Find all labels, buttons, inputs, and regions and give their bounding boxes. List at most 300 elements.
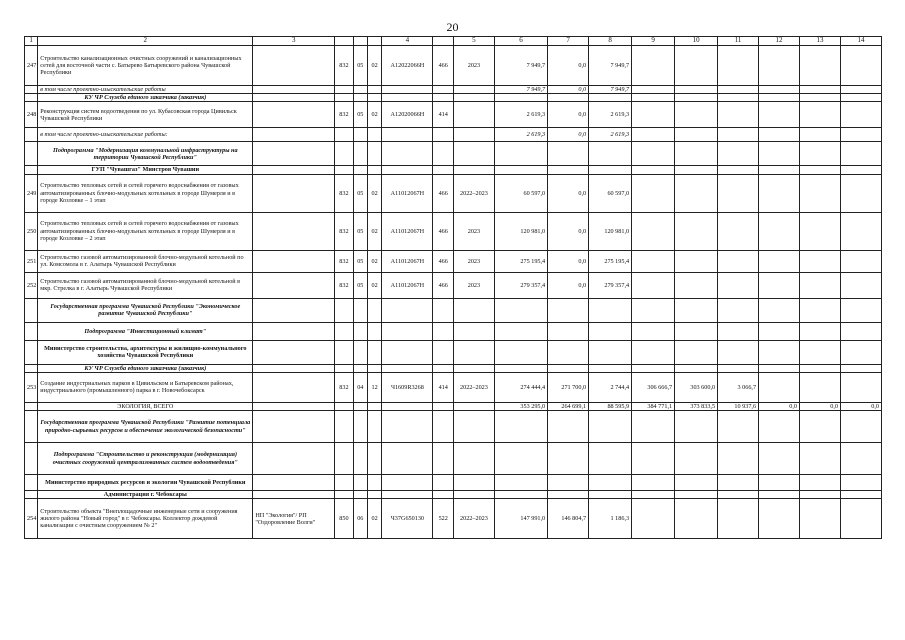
table-cell (453, 411, 494, 443)
table-cell (335, 94, 353, 102)
table-cell (840, 298, 881, 322)
table-cell (800, 250, 841, 272)
table-cell (718, 212, 759, 250)
table-cell: 832 (335, 272, 353, 298)
table-cell (800, 142, 841, 166)
table-cell (367, 298, 381, 322)
table-cell (589, 364, 632, 372)
table-cell (718, 142, 759, 166)
table-cell (382, 298, 433, 322)
table-cell (718, 174, 759, 212)
table-cell (367, 340, 381, 364)
table-cell (840, 212, 881, 250)
table-cell: 7 949,7 (589, 86, 632, 94)
table-cell: 0,0 (548, 272, 589, 298)
table-cell (433, 364, 453, 372)
table-cell (589, 411, 632, 443)
col-header: 4 (382, 37, 433, 46)
table-cell: 466 (433, 272, 453, 298)
table-cell (675, 46, 718, 86)
table-cell (632, 212, 675, 250)
table-cell (382, 402, 433, 410)
table-cell (494, 443, 547, 475)
table-cell (335, 364, 353, 372)
table-cell: 522 (433, 499, 453, 539)
table-cell: Строительство газовой автоматизированной блочно-модульной котельной по ул. Комсомола в г. Алатырь Чувашской Республики (38, 250, 253, 272)
table-cell (632, 340, 675, 364)
table-cell (718, 272, 759, 298)
table-cell: 120 981,0 (589, 212, 632, 250)
table-cell (759, 491, 800, 499)
table-cell (759, 142, 800, 166)
table-cell (367, 94, 381, 102)
section-row (25, 491, 882, 499)
table-cell (433, 340, 453, 364)
table-cell (25, 402, 38, 410)
table-cell: Подпрограмма "Строительство и реконструкция (модернизация) очистных сооружений централизованных систем водоотведения" (38, 443, 253, 475)
table-cell (367, 491, 381, 499)
table-cell (800, 499, 841, 539)
column-number-row (25, 37, 882, 46)
table-cell (453, 128, 494, 142)
table-cell: 2023 (453, 272, 494, 298)
table-cell: 7 949,7 (589, 46, 632, 86)
table-cell (253, 250, 335, 272)
table-cell: 05 (353, 102, 367, 128)
table-cell (718, 475, 759, 491)
table-cell: А11012067Н (382, 212, 433, 250)
table-cell: 2022–2023 (453, 174, 494, 212)
table-cell (675, 166, 718, 174)
section-row (25, 166, 882, 174)
table-cell (589, 322, 632, 340)
table-cell (253, 102, 335, 128)
table-cell (840, 443, 881, 475)
table-cell: 04 (353, 372, 367, 402)
table-cell (800, 86, 841, 94)
table-cell (253, 475, 335, 491)
table-row (25, 250, 882, 272)
table-cell: 02 (367, 272, 381, 298)
table-cell (453, 166, 494, 174)
table-cell: 466 (433, 250, 453, 272)
table-cell: 832 (335, 46, 353, 86)
table-cell (433, 411, 453, 443)
table-cell (840, 272, 881, 298)
table-cell: 0,0 (548, 174, 589, 212)
table-cell: Реконструкция систем водоотведения по ул. Кубасовская города Цивильск Чувашской Республики (38, 102, 253, 128)
table-cell (632, 499, 675, 539)
table-cell (25, 86, 38, 94)
table-cell (718, 499, 759, 539)
table-cell (632, 364, 675, 372)
table-cell: А11012067Н (382, 174, 433, 212)
table-cell (589, 298, 632, 322)
table-cell: НП "Экология"/ РП "Оздоровление Волги" (253, 499, 335, 539)
table-cell (800, 94, 841, 102)
table-cell: А12020066Н (382, 102, 433, 128)
table-cell: 3 066,7 (718, 372, 759, 402)
table-cell: Строительство объекта "Внеплощадочные инженерные сети и сооружения жилого района "Новый город" в г. Чебоксары. Коллектор дождевой канализации с очистным сооружением № 2" (38, 499, 253, 539)
table-cell (800, 443, 841, 475)
table-cell (800, 212, 841, 250)
table-cell (25, 322, 38, 340)
table-cell (759, 443, 800, 475)
table-cell (632, 411, 675, 443)
table-cell (353, 491, 367, 499)
table-cell (718, 86, 759, 94)
table-cell (253, 142, 335, 166)
table-cell (453, 322, 494, 340)
table-cell (382, 322, 433, 340)
table-cell (632, 475, 675, 491)
table-cell: 05 (353, 212, 367, 250)
table-cell: 264 699,1 (548, 402, 589, 410)
table-cell (253, 322, 335, 340)
table-row (25, 372, 882, 402)
table-cell (494, 94, 547, 102)
table-cell (25, 364, 38, 372)
table-cell (25, 128, 38, 142)
table-cell (25, 491, 38, 499)
table-cell: Государственная программа Чувашской Республики "Развитие потенциала природно-сырьевых ресурсов и обеспечение экологической безопасности" (38, 411, 253, 443)
table-row (25, 174, 882, 212)
table-cell (335, 402, 353, 410)
section-row (25, 411, 882, 443)
table-cell: 02 (367, 174, 381, 212)
table-cell: 250 (25, 212, 38, 250)
table-cell (433, 94, 453, 102)
table-cell: 0,0 (548, 102, 589, 128)
col-header (367, 37, 381, 46)
table-cell: 05 (353, 250, 367, 272)
table-cell (675, 411, 718, 443)
table-cell: Подпрограмма "Модернизация коммунальной инфраструктуры на территории Чувашской Республики" (38, 142, 253, 166)
table-cell (759, 475, 800, 491)
section-row (25, 364, 882, 372)
table-cell: 252 (25, 272, 38, 298)
table-cell (548, 443, 589, 475)
table-cell (382, 475, 433, 491)
table-cell (840, 46, 881, 86)
table-cell: 0,0 (548, 128, 589, 142)
table-cell: 2 619,3 (494, 102, 547, 128)
table-cell (253, 491, 335, 499)
total-row (25, 402, 882, 410)
table-cell (840, 372, 881, 402)
table-cell (433, 142, 453, 166)
table-cell (433, 443, 453, 475)
table-cell: 248 (25, 102, 38, 128)
table-cell (718, 250, 759, 272)
table-cell (718, 128, 759, 142)
table-cell: 147 991,0 (494, 499, 547, 539)
table-cell (353, 94, 367, 102)
table-cell (253, 340, 335, 364)
section-row (25, 128, 882, 142)
table-cell (25, 443, 38, 475)
table-cell: 0,0 (840, 402, 881, 410)
table-cell (589, 94, 632, 102)
table-cell: 02 (367, 46, 381, 86)
table-cell (675, 499, 718, 539)
table-cell (800, 364, 841, 372)
table-cell (548, 475, 589, 491)
table-cell: КУ ЧР Служба единого заказчика (заказчик) (38, 94, 253, 102)
table-cell: 10 937,6 (718, 402, 759, 410)
table-cell: Министерство природных ресурсов и экологии Чувашской Республики (38, 475, 253, 491)
table-cell (494, 491, 547, 499)
table-cell (433, 298, 453, 322)
table-cell (718, 491, 759, 499)
table-cell: 2 619,3 (589, 102, 632, 128)
section-row (25, 94, 882, 102)
table-cell (335, 128, 353, 142)
table-cell (800, 475, 841, 491)
table-cell (675, 102, 718, 128)
table-cell: 0,0 (548, 212, 589, 250)
table-cell (548, 340, 589, 364)
table-cell (453, 402, 494, 410)
table-cell (335, 443, 353, 475)
table-cell (335, 322, 353, 340)
table-cell: Строительство газовой автоматизированной блочно-модульной котельной в мкр. Стрелка в г. Алатырь Чувашской Республики (38, 272, 253, 298)
col-header (353, 37, 367, 46)
table-cell (253, 364, 335, 372)
table-cell: 414 (433, 372, 453, 402)
table-cell (675, 250, 718, 272)
table-cell (353, 475, 367, 491)
table-cell (548, 322, 589, 340)
table-cell (840, 102, 881, 128)
table-cell: 253 (25, 372, 38, 402)
table-cell: 275 195,4 (589, 250, 632, 272)
table-cell (800, 340, 841, 364)
table-cell (253, 46, 335, 86)
table-cell: 02 (367, 250, 381, 272)
table-cell: Создание индустриальных парков в Цивильском и Батыревском районах, индустриального (промышленного) парка в г. Новочебоксарск (38, 372, 253, 402)
table-cell (675, 86, 718, 94)
table-cell: 466 (433, 174, 453, 212)
table-cell (25, 340, 38, 364)
table-cell (367, 166, 381, 174)
table-cell (840, 250, 881, 272)
table-cell (253, 86, 335, 94)
table-cell (353, 402, 367, 410)
table-cell (453, 298, 494, 322)
table-cell (718, 94, 759, 102)
table-cell (800, 322, 841, 340)
table-cell (548, 166, 589, 174)
col-header: 11 (718, 37, 759, 46)
table-cell (253, 212, 335, 250)
table-cell (840, 128, 881, 142)
table-cell (367, 402, 381, 410)
table-cell (253, 411, 335, 443)
table-cell (800, 372, 841, 402)
table-cell (675, 491, 718, 499)
table-cell (632, 142, 675, 166)
col-header (335, 37, 353, 46)
table-cell: А12022066Н (382, 46, 433, 86)
table-cell (367, 364, 381, 372)
table-cell: А11012067Н (382, 250, 433, 272)
table-cell (718, 340, 759, 364)
table-cell (494, 411, 547, 443)
table-cell (759, 340, 800, 364)
table-cell (433, 86, 453, 94)
table-cell (675, 298, 718, 322)
table-cell (759, 94, 800, 102)
table-cell (800, 298, 841, 322)
table-cell: А11012067Н (382, 272, 433, 298)
table-cell (25, 142, 38, 166)
table-cell (632, 491, 675, 499)
table-cell: Подпрограмма "Инвестиционный климат" (38, 322, 253, 340)
table-cell (589, 142, 632, 166)
table-cell (548, 364, 589, 372)
table-cell (367, 142, 381, 166)
table-cell (253, 128, 335, 142)
table-cell: 05 (353, 174, 367, 212)
table-cell (494, 166, 547, 174)
table-cell (367, 475, 381, 491)
table-cell (335, 86, 353, 94)
table-cell: 60 597,0 (589, 174, 632, 212)
table-cell (382, 166, 433, 174)
table-cell (335, 298, 353, 322)
col-header: 9 (632, 37, 675, 46)
table-cell (548, 142, 589, 166)
table-cell (253, 298, 335, 322)
table-cell (353, 411, 367, 443)
table-cell: 414 (433, 102, 453, 128)
table-cell (453, 86, 494, 94)
table-cell (353, 128, 367, 142)
table-cell (718, 102, 759, 128)
col-header (433, 37, 453, 46)
table-cell (453, 102, 494, 128)
table-cell: 251 (25, 250, 38, 272)
table-cell (433, 475, 453, 491)
table-cell (632, 298, 675, 322)
table-cell (718, 411, 759, 443)
table-cell (382, 411, 433, 443)
table-cell (433, 166, 453, 174)
table-cell (759, 372, 800, 402)
table-cell: 279 357,4 (494, 272, 547, 298)
table-cell: Ч1609R3268 (382, 372, 433, 402)
col-header: 6 (494, 37, 547, 46)
table-cell (759, 411, 800, 443)
table-row (25, 499, 882, 539)
table-cell: 306 666,7 (632, 372, 675, 402)
table-cell: 0,0 (548, 46, 589, 86)
table-cell: Строительство тепловых сетей и сетей горячего водоснабжения от газовых автоматизированных блочно-модульных котельных в городе Шумерля и в городе Козловке – 2 этап (38, 212, 253, 250)
table-cell (494, 364, 547, 372)
table-cell (367, 128, 381, 142)
table-cell (800, 102, 841, 128)
table-cell: 275 195,4 (494, 250, 547, 272)
table-cell (675, 142, 718, 166)
table-cell: 02 (367, 212, 381, 250)
table-cell (675, 212, 718, 250)
table-cell: КУ ЧР Служба единого заказчика (заказчик) (38, 364, 253, 372)
table-cell (632, 443, 675, 475)
table-cell (382, 142, 433, 166)
table-cell (759, 174, 800, 212)
table-cell: 2 619,3 (494, 128, 547, 142)
table-cell: Министерство строительства, архитектуры и жилищно-коммунального хозяйства Чувашской Республики (38, 340, 253, 364)
table-cell (353, 142, 367, 166)
table-cell (800, 491, 841, 499)
table-cell (453, 94, 494, 102)
table-cell (548, 491, 589, 499)
table-cell (759, 212, 800, 250)
table-cell: Ч37G650130 (382, 499, 433, 539)
table-cell (759, 499, 800, 539)
table-row (25, 212, 882, 250)
table-cell: 274 444,4 (494, 372, 547, 402)
table-cell: 850 (335, 499, 353, 539)
table-cell: 60 597,0 (494, 174, 547, 212)
table-cell: 2 619,3 (589, 128, 632, 142)
table-cell (253, 166, 335, 174)
table-cell (675, 475, 718, 491)
table-cell: 2023 (453, 46, 494, 86)
table-cell: 271 700,0 (548, 372, 589, 402)
table-cell (632, 86, 675, 94)
table-cell (840, 322, 881, 340)
table-cell (353, 340, 367, 364)
table-cell (589, 340, 632, 364)
table-cell (494, 340, 547, 364)
table-cell (367, 322, 381, 340)
table-cell (675, 364, 718, 372)
table-cell: 12 (367, 372, 381, 402)
table-cell (353, 443, 367, 475)
table-cell (494, 475, 547, 491)
table-cell (382, 443, 433, 475)
table-cell (25, 475, 38, 491)
section-row (25, 298, 882, 322)
table-cell (759, 102, 800, 128)
table-cell (840, 499, 881, 539)
table-cell (353, 322, 367, 340)
table-cell (433, 402, 453, 410)
table-cell: 2 744,4 (589, 372, 632, 402)
col-header: 7 (548, 37, 589, 46)
section-row (25, 86, 882, 94)
table-cell (759, 166, 800, 174)
table-cell (632, 250, 675, 272)
table-cell (494, 322, 547, 340)
table-cell (433, 322, 453, 340)
table-cell (840, 411, 881, 443)
budget-table (24, 36, 882, 539)
table-cell: 2022–2023 (453, 372, 494, 402)
table-cell: 247 (25, 46, 38, 86)
table-cell (253, 94, 335, 102)
table-cell (718, 298, 759, 322)
page-number: 20 (446, 20, 459, 34)
table-cell (840, 166, 881, 174)
table-cell (759, 86, 800, 94)
table-cell: Строительство тепловых сетей и сетей горячего водоснабжения от газовых автоматизированных блочно-модульных котельных в городе Шумерля и в городе Козловке – 1 этап (38, 174, 253, 212)
table-cell (382, 491, 433, 499)
table-cell (494, 298, 547, 322)
table-cell (453, 340, 494, 364)
